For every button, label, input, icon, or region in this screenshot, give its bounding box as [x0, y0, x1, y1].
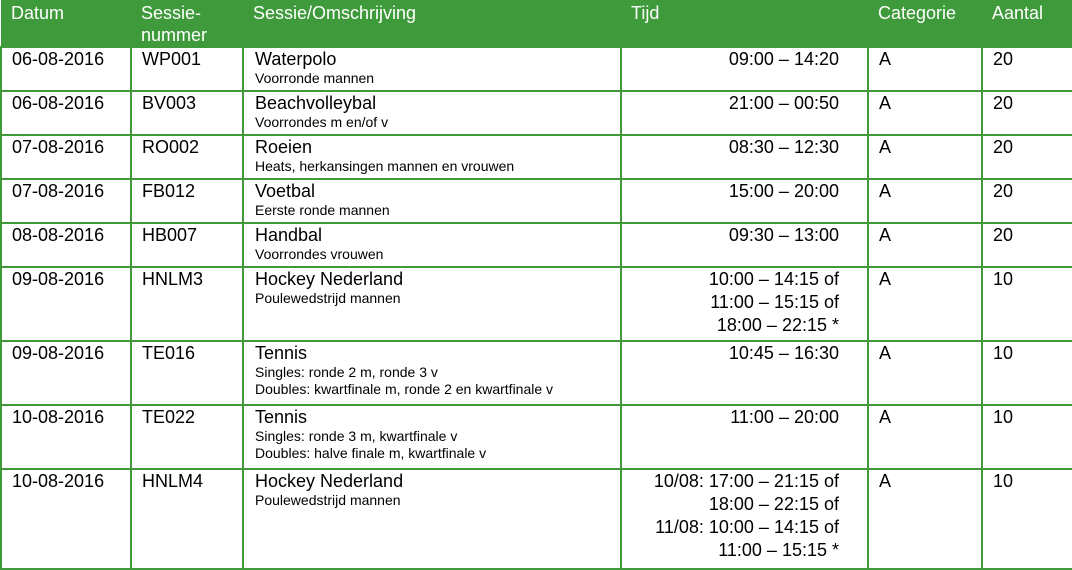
session-description: Poulewedstrijd mannen	[255, 290, 401, 306]
cell-datum: 08-08-2016	[1, 223, 131, 267]
table-row	[1, 135, 1072, 179]
cell-omschrijving	[243, 405, 621, 469]
time-line: 09:30 – 13:00	[728, 225, 839, 245]
cell-categorie: A	[868, 179, 982, 223]
session-description: Voorrondes vrouwen	[255, 246, 384, 262]
cell-categorie: A	[868, 91, 982, 135]
cell-omschrijving	[243, 91, 621, 135]
cell-aantal: 10	[982, 267, 1072, 341]
cell-omschrijving	[243, 341, 621, 405]
cell-datum: 07-08-2016	[1, 179, 131, 223]
cell-nummer: TE022	[131, 405, 243, 469]
session-description: Singles: ronde 3 m, kwartfinale v	[255, 428, 458, 444]
cell-datum: 10-08-2016	[1, 405, 131, 469]
cell-tijd	[621, 223, 868, 267]
session-title: Voetbal	[255, 181, 316, 201]
cell-datum: 09-08-2016	[1, 341, 131, 405]
cell-tijd	[621, 47, 868, 91]
session-title: Hockey Nederland	[255, 471, 404, 491]
time-line: 10/08: 17:00 – 21:15 of	[653, 471, 839, 491]
cell-omschrijving	[243, 47, 621, 91]
session-description: Poulewedstrijd mannen	[255, 492, 401, 508]
cell-categorie: A	[868, 469, 982, 569]
time-line: 18:00 – 22:15 of	[708, 494, 839, 514]
header-sessie-line2: nummer	[141, 25, 208, 45]
session-description: Voorronde mannen	[255, 70, 375, 86]
cell-categorie: A	[868, 135, 982, 179]
cell-categorie: A	[868, 341, 982, 405]
cell-nummer: WP001	[131, 47, 243, 91]
cell-datum: 10-08-2016	[1, 469, 131, 569]
cell-nummer: HNLM4	[131, 469, 243, 569]
cell-categorie: A	[868, 47, 982, 91]
table-row	[1, 223, 1072, 267]
time-line: 10:00 – 14:15 of	[708, 269, 839, 289]
table-row	[1, 179, 1072, 223]
session-description-2: Doubles: kwartfinale m, ronde 2 en kwartfinale v	[255, 381, 554, 397]
cell-omschrijving	[243, 469, 621, 569]
session-description: Eerste ronde mannen	[255, 202, 390, 218]
time-line: 11:00 – 15:15 *	[718, 540, 839, 560]
table-row	[1, 341, 1072, 405]
time-line: 08:30 – 12:30	[728, 137, 839, 157]
cell-nummer: TE016	[131, 341, 243, 405]
cell-tijd	[621, 91, 868, 135]
cell-datum: 09-08-2016	[1, 267, 131, 341]
cell-tijd	[621, 179, 868, 223]
time-line: 15:00 – 20:00	[728, 181, 839, 201]
cell-datum: 07-08-2016	[1, 135, 131, 179]
cell-aantal: 10	[982, 341, 1072, 405]
cell-tijd	[621, 341, 868, 405]
cell-nummer: BV003	[131, 91, 243, 135]
header-categorie: Categorie	[868, 0, 982, 47]
cell-omschrijving	[243, 267, 621, 341]
cell-aantal: 20	[982, 47, 1072, 91]
cell-nummer: HB007	[131, 223, 243, 267]
session-description: Heats, herkansingen mannen en vrouwen	[255, 158, 515, 174]
cell-tijd	[621, 405, 868, 469]
cell-aantal: 10	[982, 405, 1072, 469]
header-sessienummer	[131, 0, 243, 47]
time-line: 11/08: 10:00 – 14:15 of	[655, 517, 839, 537]
cell-omschrijving	[243, 223, 621, 267]
session-description: Singles: ronde 2 m, ronde 3 v	[255, 364, 438, 380]
session-description-2: Doubles: halve finale m, kwartfinale v	[255, 445, 487, 461]
session-title: Handbal	[255, 225, 323, 245]
session-description: Voorrondes m en/of v	[255, 114, 389, 130]
header-tijd: Tijd	[621, 0, 868, 47]
session-title: Hockey Nederland	[255, 269, 404, 289]
session-title: Waterpolo	[255, 49, 337, 69]
cell-omschrijving	[243, 179, 621, 223]
cell-categorie: A	[868, 267, 982, 341]
time-line: 11:00 – 15:15 of	[710, 292, 839, 312]
cell-aantal: 20	[982, 135, 1072, 179]
table-header-row	[1, 0, 1072, 47]
header-datum: Datum	[1, 0, 131, 47]
cell-datum: 06-08-2016	[1, 91, 131, 135]
session-title: Tennis	[255, 343, 308, 363]
session-title: Beachvolleybal	[255, 93, 377, 113]
header-omschrijving: Sessie/Omschrijving	[243, 0, 621, 47]
cell-categorie: A	[868, 405, 982, 469]
table-row	[1, 267, 1072, 341]
cell-aantal: 20	[982, 179, 1072, 223]
cell-tijd	[621, 267, 868, 341]
table-row	[1, 469, 1072, 569]
time-line: 11:00 – 20:00	[730, 407, 839, 427]
header-aantal: Aantal	[982, 0, 1072, 47]
cell-nummer: RO002	[131, 135, 243, 179]
cell-tijd	[621, 135, 868, 179]
cell-nummer: HNLM3	[131, 267, 243, 341]
cell-aantal: 10	[982, 469, 1072, 569]
table-row	[1, 405, 1072, 469]
time-line: 10:45 – 16:30	[728, 343, 839, 363]
cell-datum: 06-08-2016	[1, 47, 131, 91]
table-row	[1, 47, 1072, 91]
cell-nummer: FB012	[131, 179, 243, 223]
cell-tijd	[621, 469, 868, 569]
table-row	[1, 91, 1072, 135]
cell-aantal: 20	[982, 223, 1072, 267]
time-line: 09:00 – 14:20	[728, 49, 839, 69]
cell-aantal: 20	[982, 91, 1072, 135]
cell-categorie: A	[868, 223, 982, 267]
cell-omschrijving	[243, 135, 621, 179]
time-line: 18:00 – 22:15 *	[716, 315, 839, 335]
header-sessie-line1: Sessie-	[141, 3, 202, 23]
session-title: Tennis	[255, 407, 308, 427]
time-line: 21:00 – 00:50	[728, 93, 839, 113]
session-title: Roeien	[255, 137, 313, 157]
